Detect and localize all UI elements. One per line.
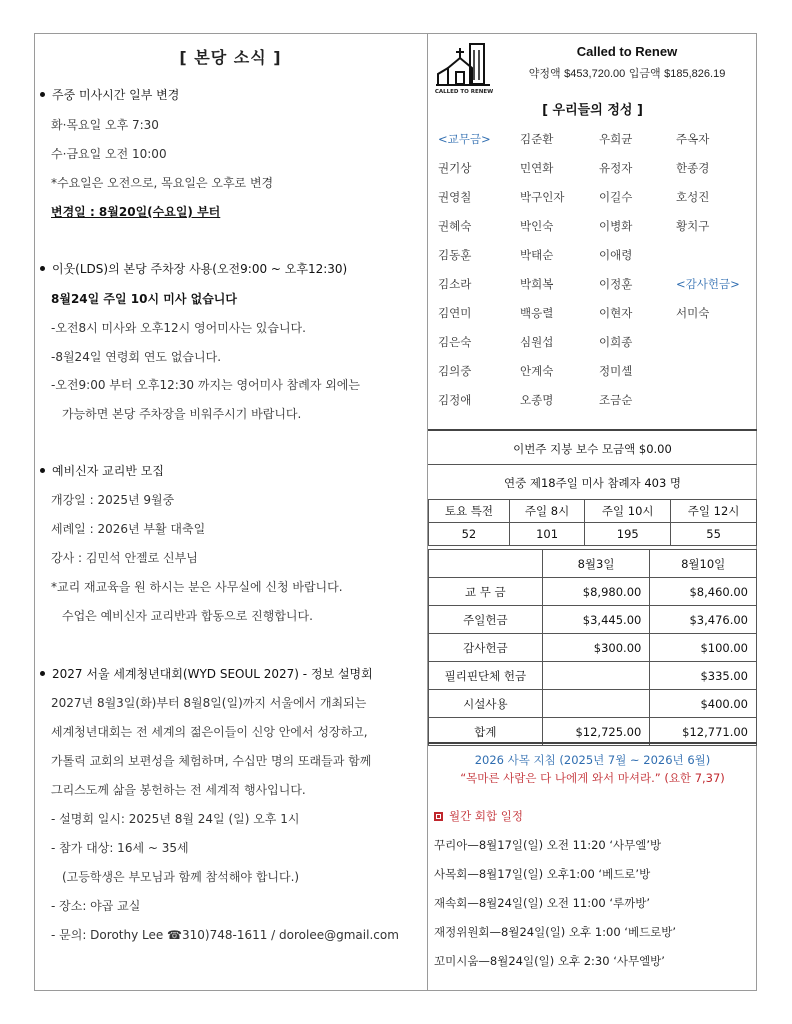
donor-name: 김정애: [438, 393, 472, 407]
attendance-title: 연중 제18주일 미사 참례자 403 명: [503, 476, 682, 490]
mass-line: *수요일은 오전으로, 목요일은 오후로 변경: [51, 176, 274, 190]
parking-line: -오전8시 미사와 오후12시 영어미사는 있습니다.: [51, 321, 306, 335]
paid-label: 입금액: [628, 67, 661, 80]
table-row: [429, 690, 757, 718]
donor-name: 이애령: [599, 248, 633, 262]
donor-name: 김의중: [438, 364, 472, 378]
table-cell: 101: [509, 523, 584, 546]
table-row-label: 감사헌금: [429, 634, 543, 662]
meeting-item: 재정위원회—8월24일(일) 오후 1:00 ‘베드로방’: [434, 925, 677, 939]
monthly-meeting-title: [434, 808, 523, 824]
donor-name: 우희균: [599, 132, 633, 146]
meeting-item: 꼬미시움—8월24일(일) 오후 2:30 ‘사무엘방’: [434, 954, 665, 968]
pledge-amount: $453,720.00: [564, 68, 626, 80]
table-row-label: 주일헌금: [429, 606, 543, 634]
mass-effective-date: 변경일 : 8월20일(수요일) 부터: [51, 205, 221, 219]
mass-line: 수·금요일 오전 10:00: [51, 147, 167, 161]
table-row: [429, 606, 757, 634]
table-cell: $100.00: [650, 634, 757, 662]
table-row-label: 필리핀단체 헌금: [429, 662, 543, 690]
table-cell: $3,445.00: [542, 606, 650, 634]
bullet-icon: [40, 468, 45, 473]
catechumen-heading: [40, 462, 164, 479]
paid-amount: $185,826.19: [664, 68, 726, 80]
table-header-cell: 토요 특전: [429, 500, 510, 523]
mass-change-heading-text: 주중 미사시간 일부 변경: [52, 88, 180, 102]
parking-heading-text: 이웃(LDS)의 본당 주차장 사용(오전9:00 ~ 오후12:30): [52, 262, 348, 276]
donor-name: 박태순: [520, 248, 554, 262]
table-row: [429, 550, 757, 578]
catechumen-line: 수업은 예비신자 교리반과 합동으로 진행합니다.: [62, 609, 313, 623]
donor-name: 이현자: [599, 306, 633, 320]
donor-name: 김은숙: [438, 335, 472, 349]
bullet-icon: [40, 266, 45, 271]
donor-name: 안계숙: [520, 364, 554, 378]
bullet-icon: [40, 671, 45, 676]
table-cell: [542, 690, 650, 718]
table-row-label: 시설사용: [429, 690, 543, 718]
table-row: [429, 662, 757, 690]
donor-name: 한종경: [676, 161, 710, 175]
donor-name: 백응렬: [520, 306, 554, 320]
offering-title: [ 우리들의 정성 ]: [542, 103, 643, 118]
catechumen-line: 강사 : 김민석 안젤로 신부님: [51, 551, 198, 565]
table-row-label: 합계: [429, 718, 543, 746]
donor-name: 이병화: [599, 219, 633, 233]
donor-name: 정미셸: [599, 364, 633, 378]
table-header-cell: 주일 8시: [509, 500, 584, 523]
wyd-line: 그리스도께 삶을 봉헌하는 전 세계적 행사입니다.: [51, 783, 306, 797]
wyd-heading: [40, 665, 373, 682]
finance-table: [428, 549, 757, 746]
table-cell: $12,725.00: [542, 718, 650, 746]
meeting-item: 사목회—8월17일(일) 오후1:00 ‘베드로’방: [434, 867, 651, 881]
monthly-meeting-title-text: 월간 회합 일정: [449, 809, 523, 823]
parking-line: -오전9:00 부터 오후12:30 까지는 영어미사 참례자 외에는: [51, 378, 360, 392]
table-cell: $8,980.00: [542, 578, 650, 606]
section-rule: [428, 429, 757, 431]
donor-name: 김동훈: [438, 248, 472, 262]
donor-name: 박구인자: [520, 190, 565, 204]
wyd-line: - 참가 대상: 16세 ~ 35세: [51, 841, 189, 855]
wyd-line: (고등학생은 부모님과 함께 참석해야 합니다.): [62, 870, 300, 884]
campaign-amounts: [508, 65, 746, 81]
pastoral-guideline-title: 2026 사목 지침 (2025년 7월 ~ 2026년 6월): [474, 753, 711, 767]
meeting-item: 재속회—8월24일(일) 오전 11:00 ‘루까방’: [434, 896, 651, 910]
table-cell: $12,771.00: [650, 718, 757, 746]
wyd-line: 세계청년대회는 전 세계의 젊은이들이 신앙 안에서 성장하고,: [51, 725, 368, 739]
square-bullet-icon: [434, 812, 443, 821]
table-cell: $335.00: [650, 662, 757, 690]
donor-category-label: <감사헌금>: [676, 277, 740, 291]
table-cell: $400.00: [650, 690, 757, 718]
table-row: [429, 578, 757, 606]
wyd-contact-line: - 문의: Dorothy Lee ☎310)748-1611 / dorolee@gmail.com: [51, 928, 399, 942]
donor-name: 이희종: [599, 335, 633, 349]
pastoral-guideline-verse: “목마른 사람은 다 나에게 와서 마셔라.” (요한 7,37): [460, 771, 725, 785]
donor-name: 박희복: [520, 277, 554, 291]
wyd-line: - 설명회 일시: 2025년 8월 24일 (일) 오후 1시: [51, 812, 300, 826]
catechumen-line: 세례일 : 2026년 부활 대축일: [51, 522, 206, 536]
donor-category-label: <교무금>: [438, 132, 491, 146]
donor-name: 권기상: [438, 161, 472, 175]
donor-name: 김소라: [438, 277, 472, 291]
called-to-renew-logo: [434, 42, 494, 100]
table-cell: 195: [585, 523, 671, 546]
table-cell: [542, 662, 650, 690]
table-row: [429, 523, 757, 546]
parking-line: 가능하면 본당 주차장을 비워주시기 바랍니다.: [62, 407, 302, 421]
parking-notice: 8월24일 주일 10시 미사 없습니다: [51, 292, 237, 306]
donor-name: 권혜숙: [438, 219, 472, 233]
wyd-line: - 장소: 야곱 교실: [51, 899, 141, 913]
bullet-icon: [40, 92, 45, 97]
table-cell: $8,460.00: [650, 578, 757, 606]
donor-name: 서미숙: [676, 306, 710, 320]
table-row: [429, 634, 757, 662]
table-cell: 55: [671, 523, 757, 546]
table-cell: $3,476.00: [650, 606, 757, 634]
donor-name: 이길수: [599, 190, 633, 204]
donor-name: 심원섭: [520, 335, 554, 349]
table-header-cell: 8월3일: [542, 550, 650, 578]
table-row-label: 교 무 금: [429, 578, 543, 606]
table-header-cell: 주일 10시: [585, 500, 671, 523]
parking-line: -8월24일 연령회 연도 없습니다.: [51, 350, 222, 364]
parish-news-title: [ 본당 소식 ]: [179, 48, 282, 67]
mass-change-heading: [40, 86, 179, 103]
donor-name: 김연미: [438, 306, 472, 320]
catechumen-heading-text: 예비신자 교리반 모집: [52, 464, 164, 478]
donor-name: 조금순: [599, 393, 633, 407]
donor-name: 박인숙: [520, 219, 554, 233]
donor-name: 김준환: [520, 132, 554, 146]
donor-name: 호성진: [676, 190, 710, 204]
table-cell: 52: [429, 523, 510, 546]
table-header-cell: [429, 550, 543, 578]
parking-heading: [40, 260, 347, 277]
attendance-table: [428, 499, 757, 546]
table-cell: $300.00: [542, 634, 650, 662]
donor-name: 황치구: [676, 219, 710, 233]
donor-name: 민연화: [520, 161, 554, 175]
donor-name: 이정훈: [599, 277, 633, 291]
section-rule: [428, 742, 757, 744]
table-header-cell: 8월10일: [650, 550, 757, 578]
wyd-heading-text: 2027 서울 세계청년대회(WYD SEOUL 2027) - 정보 설명회: [52, 667, 373, 681]
donor-name: 권영칠: [438, 190, 472, 204]
donor-name: 유정자: [599, 161, 633, 175]
table-header-cell: 주일 12시: [671, 500, 757, 523]
table-row: [429, 500, 757, 523]
mass-line: 화·목요일 오후 7:30: [51, 118, 159, 132]
campaign-title: Called to Renew: [576, 44, 678, 59]
catechumen-line: *교리 재교육을 원 하시는 분은 사무실에 신청 바랍니다.: [51, 580, 343, 594]
donor-name: 오종명: [520, 393, 554, 407]
meeting-item: 꾸리아—8월17일(일) 오전 11:20 ‘사무엘’방: [434, 838, 662, 852]
catechumen-line: 개강일 : 2025년 9월중: [51, 493, 175, 507]
donor-name: 주옥자: [676, 132, 710, 146]
logo-text: CALLED TO RENEW: [434, 89, 494, 95]
roof-repair-fund: 이번주 지붕 보수 모금액 $0.00: [513, 442, 672, 456]
pledge-label: 약정액: [528, 67, 561, 80]
wyd-line: 2027년 8월3일(화)부터 8월8일(일)까지 서울에서 개최되는: [51, 696, 367, 710]
section-rule: [428, 464, 757, 465]
wyd-line: 가톨릭 교회의 보편성을 체험하며, 수십만 명의 또래들과 함께: [51, 754, 372, 768]
